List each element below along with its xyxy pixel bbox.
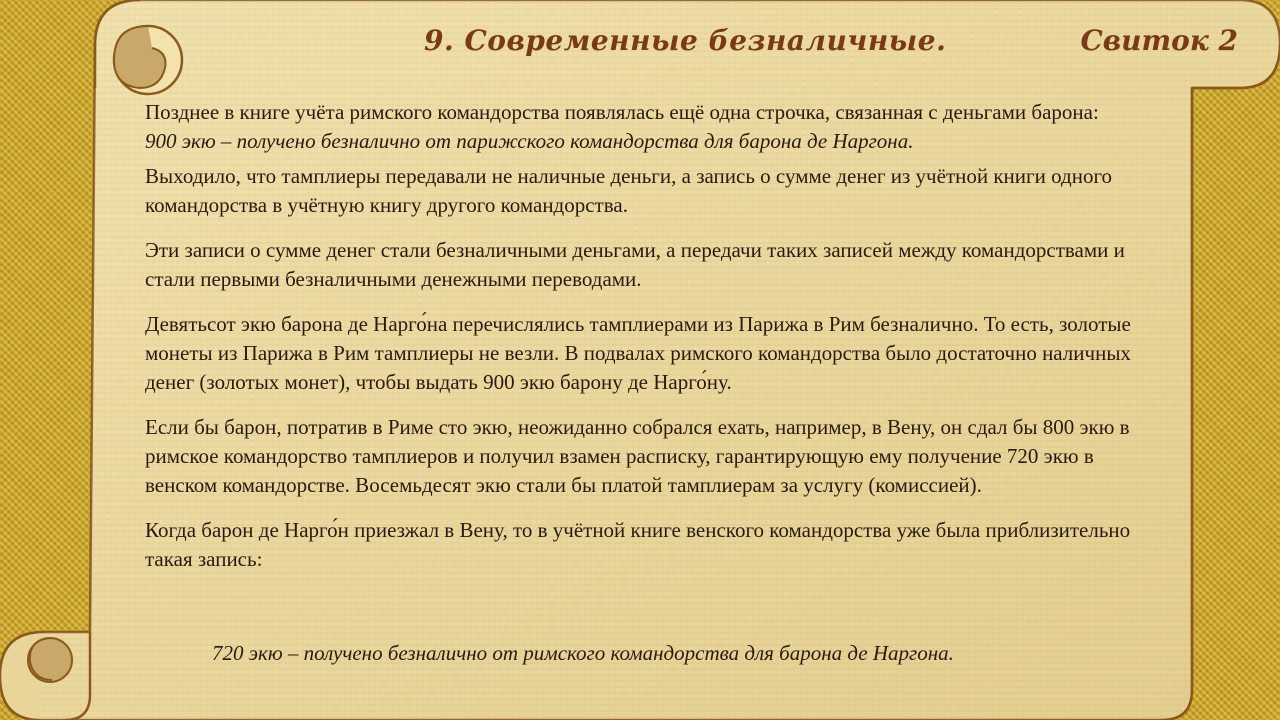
paragraph-6: Когда барон де Нарго́н приезжал в Вену, то в учётной книге венского командорства уже была приблизительно такая запись: [145,518,1131,571]
paragraph-2: Выходило, что тамплиеры передавали не наличные деньги, а запись о сумме денег из учётной книги одного командорства в учётную книгу другого командорства. [145,164,1113,217]
document-body [145,98,1145,574]
ledger-entry-paris: 900 экю – получено безналично от парижского командорства для барона де Наргона. [145,129,914,153]
page-title: 9. Современные безналичные. [424,24,947,57]
ledger-entry-rome: 720 экю – получено безналично от римского командорства для барона де Наргона. [212,641,954,665]
paragraph-5: Если бы барон, потратив в Риме сто экю, неожиданно собрался ехать, например, в Вену, он сдал бы 800 экю в римское командорство тамплиеров и получил взамен расписку, гарантирующую ему получение 720 экю в венском командорстве. Восемьдесят экю стали бы платой тамплиерам за услугу (комиссией). [145,415,1130,497]
paragraph-1: Позднее в книге учёта римского командорства появлялась ещё одна строчка, связанная с деньгами барона: [145,100,1099,124]
scroll-number-label: Свиток 2 [1080,24,1238,57]
paragraph-3: Эти записи о сумме денег стали безналичными деньгами, а передачи таких записей между командорствами и стали первыми безналичными денежными переводами. [145,238,1125,291]
paragraph-4: Девятьсот экю барона де Нарго́на перечислялись тамплиерами из Парижа в Рим безналично. То есть, золотые монеты из Парижа в Рим тамплиеры не везли. В подвалах римского командорства было достаточно наличных денег (золотых монет), чтобы выдать 900 экю барону де Нарго́ну. [145,312,1131,394]
